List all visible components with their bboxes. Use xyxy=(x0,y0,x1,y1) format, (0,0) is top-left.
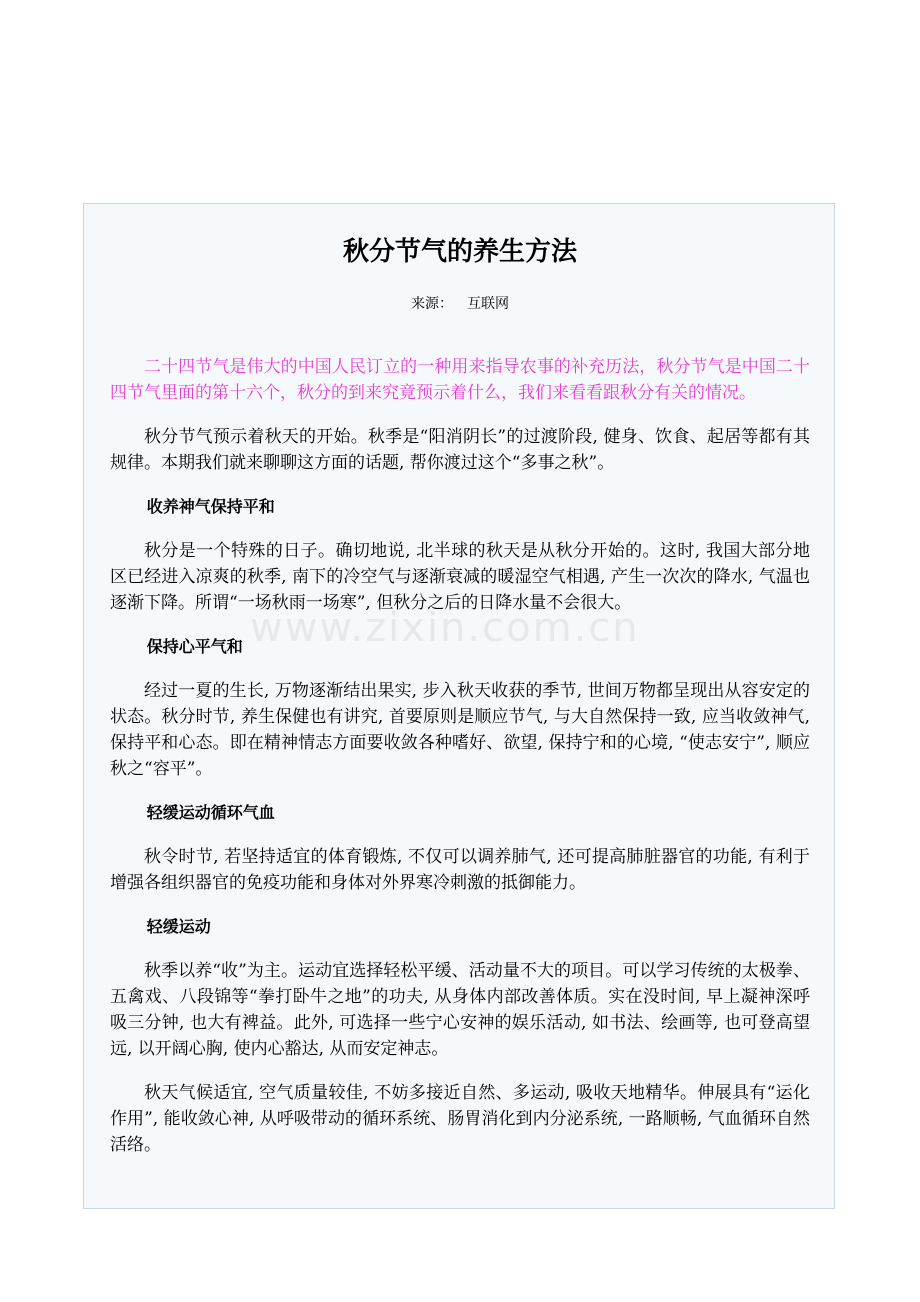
section-4-text-2: 秋天气候适宜, 空气质量较佳, 不妨多接近自然、多运动, 吸收天地精华。伸展具有“运化作用”, 能收敛心神, 从呼吸带动的循环系统、肠胃消化到内分泌系统, 一路顺畅, 气血循环自然活络。 xyxy=(110,1083,810,1155)
section-4-text-1: 秋季以养“收”为主。运动宜选择轻松平缓、活动量不大的项目。可以学习传统的太极拳、五禽戏、八段锦等“拳打卧牛之地”的功夫, 从身体内部改善体质。实在没时间, 早上凝神深呼吸三分钟, 也大有裨益。此外, 可选择一些宁心安神的娱乐活动, 如书法、绘画等, 也可登高望远, 以开阔心胸, 使内心豁达, 从而安定神志。 xyxy=(110,961,810,1059)
section-heading-2: 保持心平气和 xyxy=(146,637,243,656)
section-heading-3: 轻缓运动循环气血 xyxy=(146,803,275,822)
section-2-text: 经过一夏的生长, 万物逐渐结出果实, 步入秋天收获的季节, 世间万物都呈现出从容安定的状态。秋分时节, 养生保健也有讲究, 首要原则是顺应节气, 与大自然保持一致, 应当收敛神气, 保持平和心态。即在精神情志方面要收敛各种嗜好、欲望, 保持宁和的心境, “使志安宁”, 顺应秋之“容平”。 xyxy=(110,681,810,779)
paragraph-1: 秋分节气预示着秋天的开始。秋季是“阳消阴长”的过渡阶段, 健身、饮食、起居等都有其规律。本期我们就来聊聊这方面的话题, 帮你渡过这个“多事之秋”。 xyxy=(110,427,810,473)
section-heading-1: 收养神气保持平和 xyxy=(146,497,275,516)
source-label: 来源： xyxy=(411,296,453,312)
article-content xyxy=(110,354,810,1158)
intro-paragraph: 二十四节气是伟大的中国人民订立的一种用来指导农事的补充历法，秋分节气是中国二十四节气里面的第十六个，秋分的到来究竟预示着什么，我们来看看跟秋分有关的情况。 xyxy=(110,357,810,403)
section-3-text: 秋令时节, 若坚持适宜的体育锻炼, 不仅可以调养肺气, 还可提高肺脏器官的功能, 有利于增强各组织器官的免疫功能和身体对外界寒冷刺激的抵御能力。 xyxy=(110,847,810,893)
section-1-text: 秋分是一个特殊的日子。确切地说, 北半球的秋天是从秋分开始的。这时, 我国大部分地区已经进入凉爽的秋季, 南下的冷空气与逐渐衰减的暖湿空气相遇, 产生一次次的降水, 气温也逐渐下降。所谓“一场秋雨一场寒”, 但秋分之后的日降水量不会很大。 xyxy=(110,541,810,613)
article-source xyxy=(110,294,810,314)
source-value: 互联网 xyxy=(467,296,509,312)
article-panel xyxy=(83,203,835,1209)
article-title: 秋分节气的养生方法 xyxy=(342,237,577,267)
section-heading-4: 轻缓运动 xyxy=(146,917,211,936)
